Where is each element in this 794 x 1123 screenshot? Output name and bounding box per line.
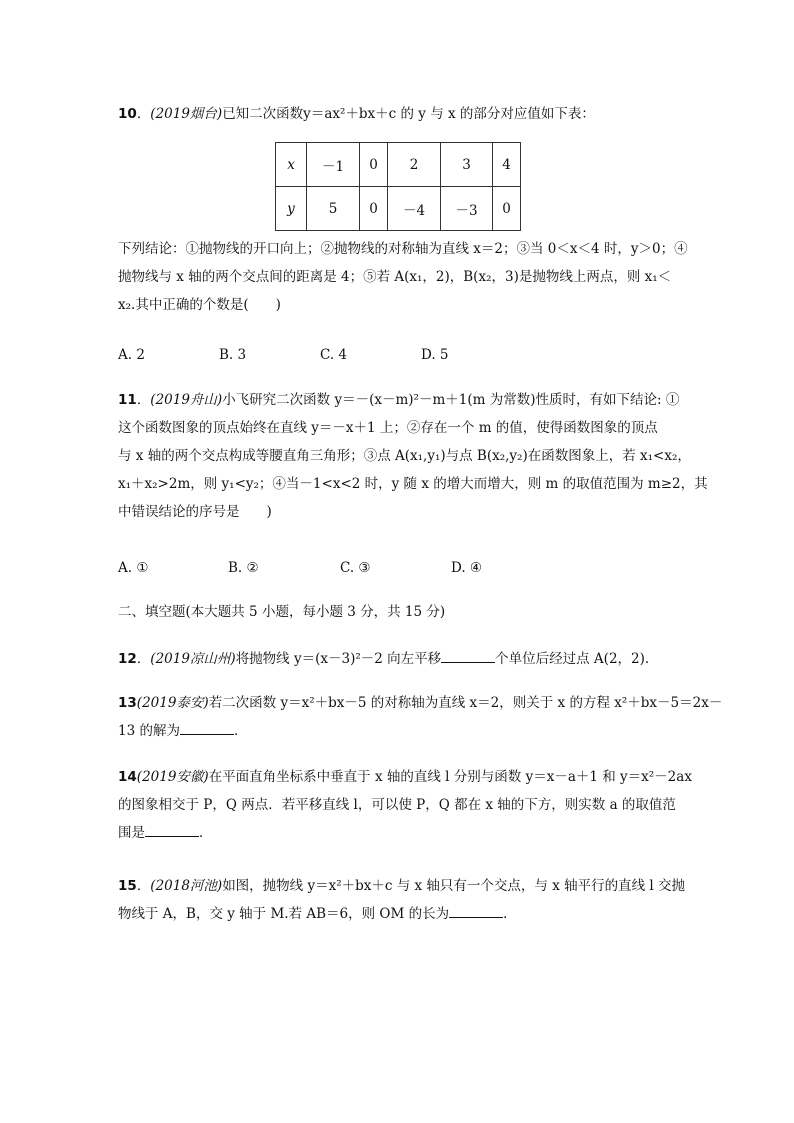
- table-cell: 0: [493, 187, 521, 231]
- text-line: [118, 386, 678, 414]
- table-cell: 2: [388, 143, 441, 187]
- question-stem-end: ．: [503, 906, 517, 922]
- question-10-stem-line: [118, 100, 678, 128]
- table-cell: 3: [441, 143, 493, 187]
- answer-blank[interactable]: [449, 903, 503, 918]
- text-line: 这个函数图象的顶点始终在直线 y＝－x＋1 上；②存在一个 m 的值，使得函数图象的顶点: [118, 420, 658, 436]
- option-d[interactable]: D. ④: [451, 560, 483, 576]
- answer-blank[interactable]: [441, 648, 495, 663]
- option-d[interactable]: D. 5: [421, 347, 449, 363]
- question-stem: 在平面直角坐标系中垂直于 x 轴的直线 l 分别与函数 y＝x－a＋1 和 y＝x²－2ax: [208, 769, 692, 785]
- text-line: [118, 763, 692, 791]
- question-source: (2019泰安): [136, 695, 209, 711]
- table-cell: x: [276, 143, 307, 187]
- table-cell: －4: [388, 187, 441, 231]
- text-line: [118, 900, 678, 928]
- question-number: 15: [118, 878, 137, 894]
- table-cell: y: [276, 187, 307, 231]
- section-heading: 二、填空题(本大题共 5 小题，每小题 3 分，共 15 分): [118, 604, 446, 620]
- text-line: [118, 819, 678, 847]
- question-14: [118, 763, 692, 847]
- question-source: ．(2018河池): [136, 878, 223, 894]
- option-c[interactable]: C. 4: [320, 347, 348, 363]
- question-number: 10: [118, 106, 137, 122]
- question-stem-end: 个单位后经过点 A(2，2).: [495, 651, 650, 667]
- value-table: [275, 142, 521, 231]
- table-cell: 5: [307, 187, 360, 231]
- text-line: x₁＋x₂>2m，则 y₁<y₂；④当－1<x<2 时，y 随 x 的增大而增大，则 m 的取值范围为 m≥2，其: [118, 476, 708, 492]
- text-line: 与 x 轴的两个交点构成等腰直角三角形；③点 A(x₁,y₁)与点 B(x₂,y₂)在函数图象上，若 x₁<x₂，: [118, 448, 691, 464]
- text-line: [118, 689, 723, 717]
- table-row-x: [276, 143, 521, 187]
- table-row-y: [276, 187, 521, 231]
- text-line: 抛物线与 x 轴的两个交点间的距离是 4；⑤若 A(x₁，2)，B(x₂，3)是抛物线上两点，则 x₁＜: [118, 269, 672, 285]
- answer-blank[interactable]: [145, 822, 199, 837]
- question-stem: 小飞研究二次函数 y＝－(x－m)²－m＋1(m 为常数)性质时，有如下结论: ①: [222, 392, 680, 408]
- text-line: 下列结论：①抛物线的开口向上；②抛物线的对称轴为直线 x＝2；③当 0＜x＜4 时，y＞0；④: [118, 241, 688, 257]
- table-cell: 0: [360, 187, 388, 231]
- text-line: [118, 717, 678, 745]
- question-stem: 如图，抛物线 y＝x²＋bx＋c 与 x 轴只有一个交点，与 x 轴平行的直线 l 交抛: [222, 878, 686, 894]
- question-11: [118, 386, 708, 526]
- question-10-conclusions: [118, 235, 688, 319]
- question-source: ．(2019凉山州): [136, 651, 236, 667]
- question-stem: 已知二次函数y＝ax²＋bx＋c 的 y 与 x 的部分对应值如下表：: [222, 106, 595, 122]
- question-number: 13: [118, 695, 137, 711]
- question-source: (2019安徽): [136, 769, 209, 785]
- option-c[interactable]: C. ③: [340, 560, 371, 576]
- question-number: 12: [118, 651, 137, 667]
- table-cell: －3: [441, 187, 493, 231]
- text-line: [118, 872, 686, 900]
- question-12: [118, 645, 678, 673]
- question-stem: 物线于 A，B，交 y 轴于 M.若 AB＝6，则 OM 的长为: [118, 906, 450, 922]
- question-stem: 若二次函数 y＝x²＋bx－5 的对称轴为直线 x＝2，则关于 x 的方程 x²＋bx－5＝2x－: [208, 695, 723, 711]
- question-source: ．(2019舟山): [136, 392, 223, 408]
- text-line: 中错误结论的序号是 ): [118, 504, 272, 520]
- question-stem-end: ．: [233, 723, 248, 739]
- table-cell: 4: [493, 143, 521, 187]
- table-cell: －1: [307, 143, 360, 187]
- option-a[interactable]: A. 2: [118, 347, 145, 363]
- option-b[interactable]: B. 3: [219, 347, 247, 363]
- answer-blank[interactable]: [180, 720, 234, 735]
- option-b[interactable]: B. ②: [228, 560, 259, 576]
- question-source: ．(2019烟台): [136, 106, 223, 122]
- question-10: [118, 100, 678, 128]
- text-line: x₂.其中正确的个数是( ): [118, 297, 281, 313]
- text-line: 的图象相交于 P，Q 两点．若平移直线 l，可以使 P，Q 都在 x 轴的下方，则实数 a 的取值范: [118, 797, 676, 813]
- question-15: [118, 872, 686, 928]
- question-number: 11: [118, 392, 137, 408]
- question-number: 14: [118, 769, 137, 785]
- table-cell: 0: [360, 143, 388, 187]
- question-13: [118, 689, 723, 745]
- question-stem-end: ．: [199, 825, 213, 841]
- question-stem: 将抛物线 y＝(x－3)²－2 向左平移: [235, 651, 442, 667]
- option-a[interactable]: A. ①: [118, 560, 149, 576]
- question-stem: 13 的解为: [118, 723, 180, 739]
- text-line: [118, 645, 678, 673]
- question-stem: 围是: [118, 825, 145, 841]
